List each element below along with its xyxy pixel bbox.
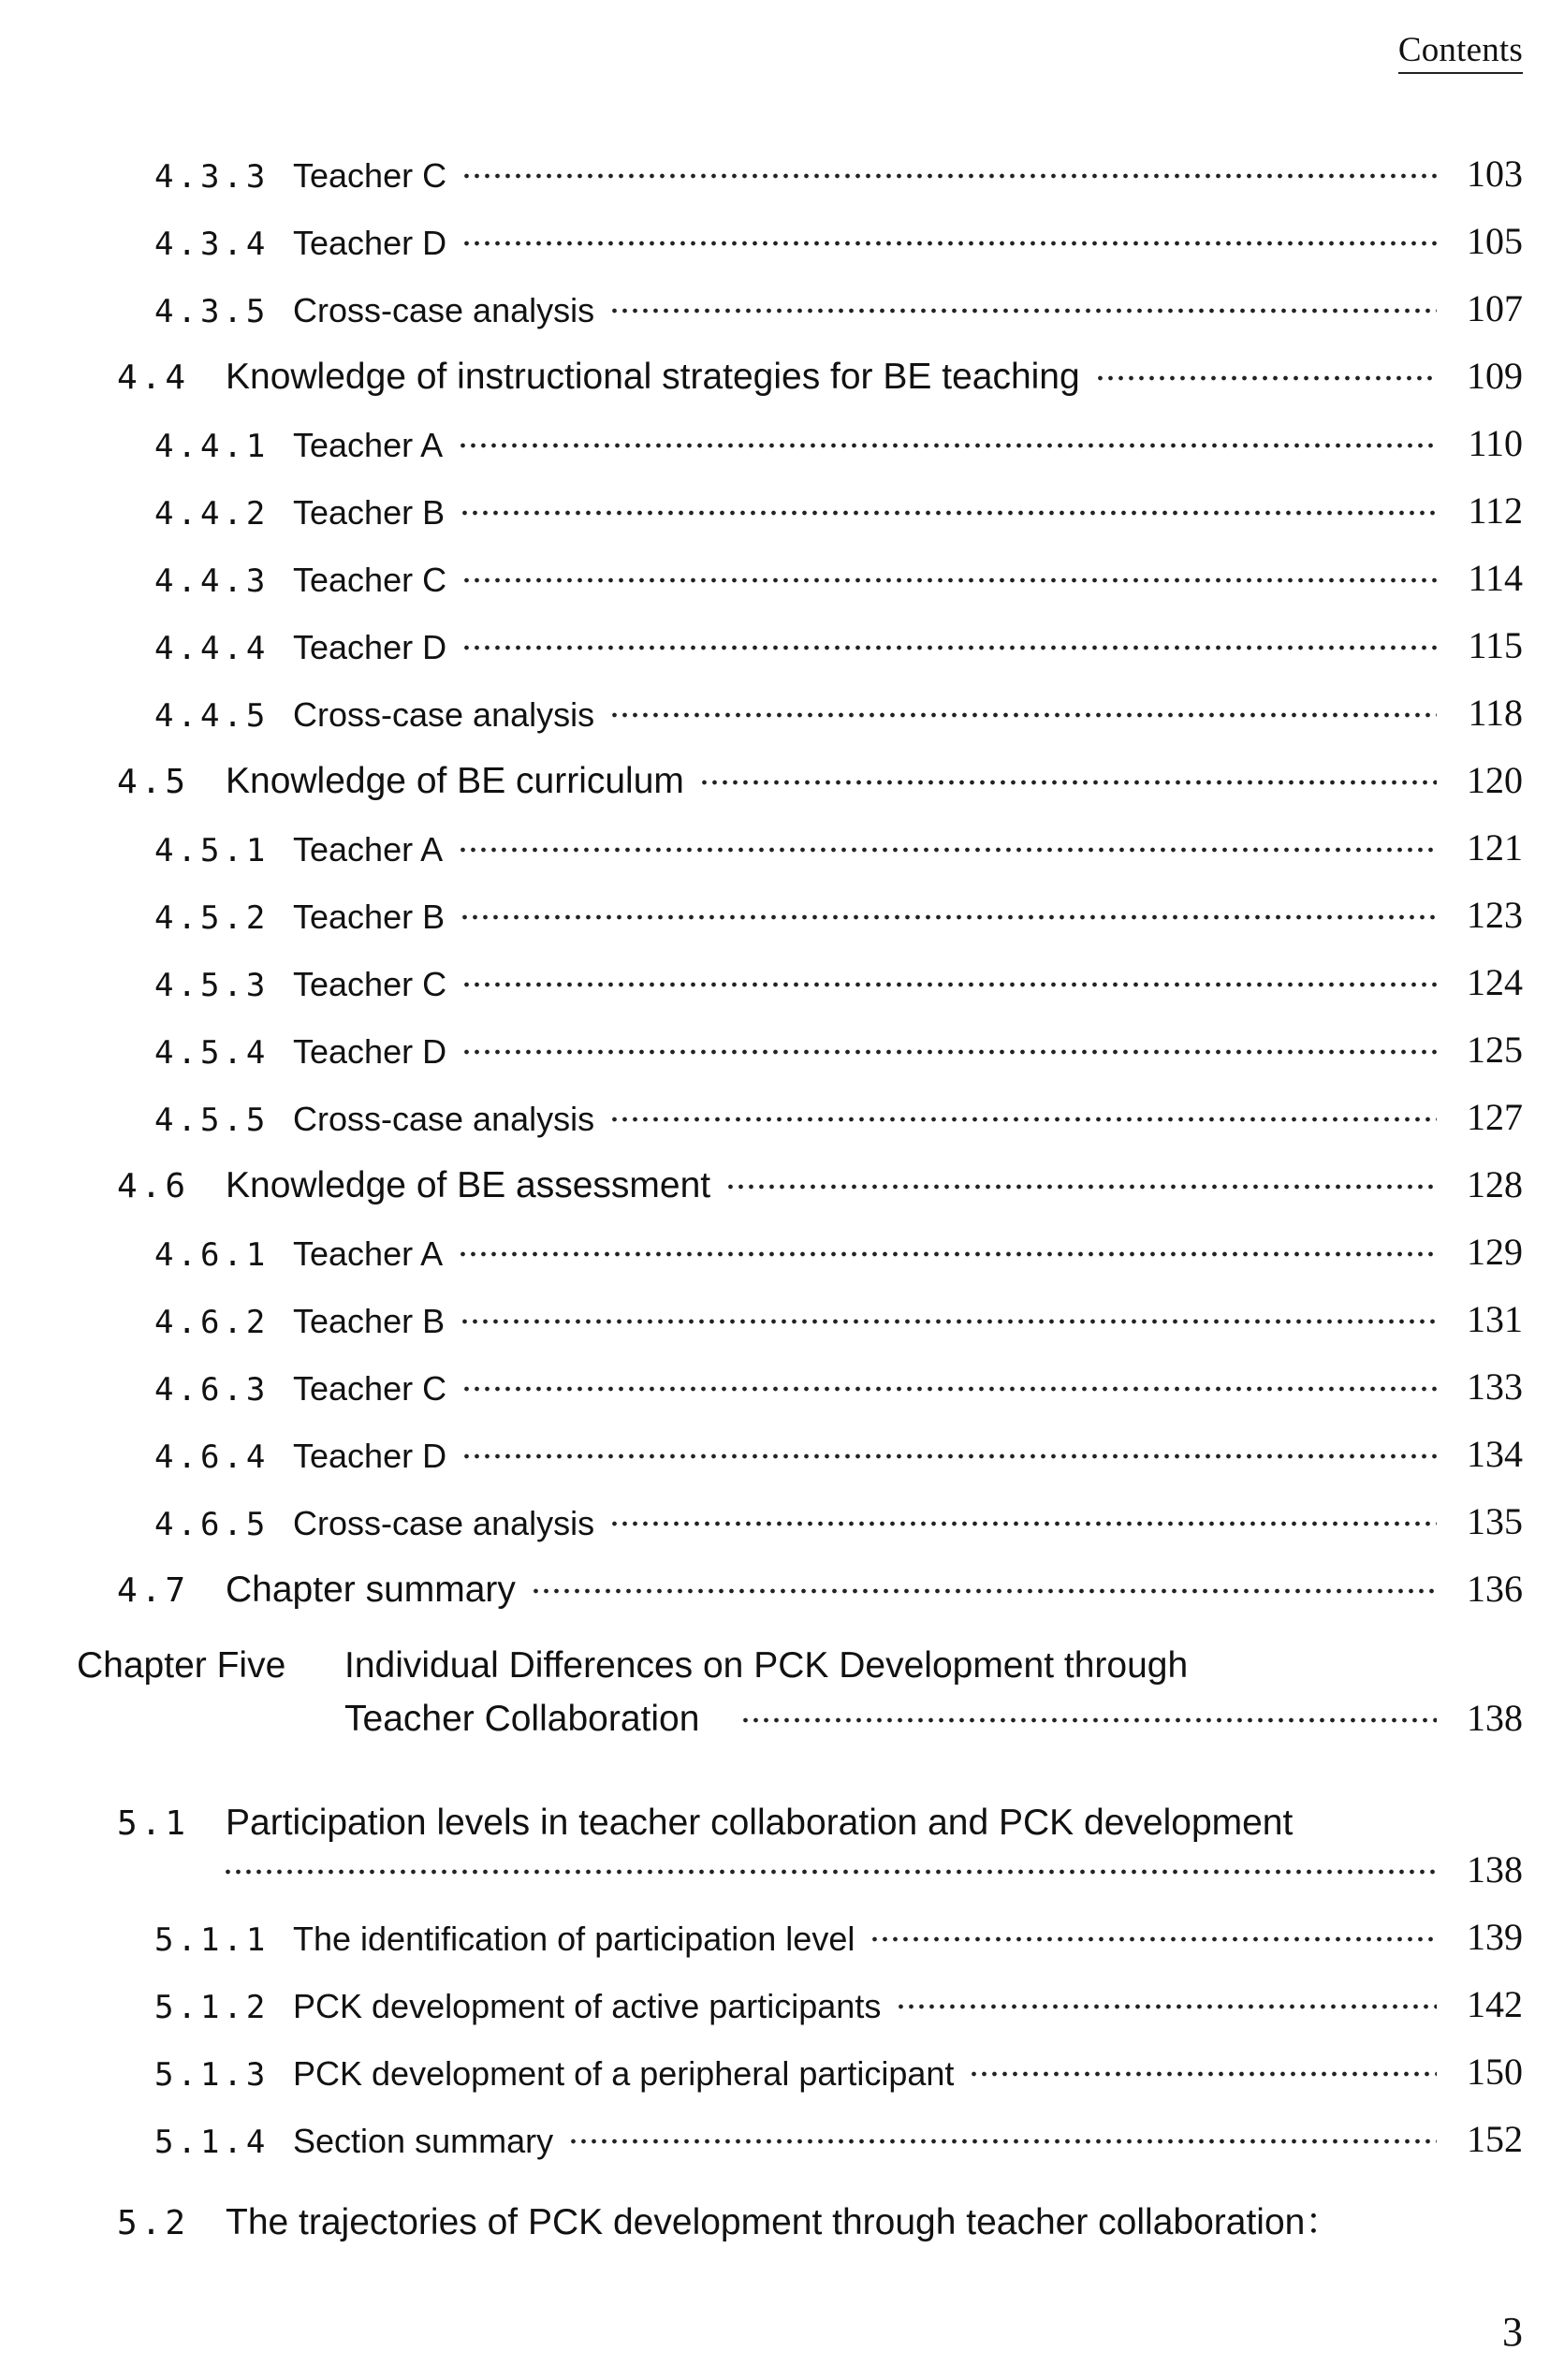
toc-entry[interactable] <box>154 1488 1523 1543</box>
running-header: Contents <box>1398 32 1523 74</box>
entry-page: 135 <box>1467 1500 1523 1542</box>
entry-title: Knowledge of BE assessment <box>226 1165 711 1205</box>
entry-title: Teacher A <box>293 426 444 464</box>
entry-page: 150 <box>1467 2051 1523 2093</box>
entry-number: 4.4.3 <box>154 562 270 600</box>
toc-entry[interactable] <box>154 2038 1523 2094</box>
toc-entry[interactable] <box>154 1904 1523 1959</box>
toc-entry[interactable] <box>154 1421 1523 1476</box>
dot-leader <box>461 575 1437 586</box>
entry-number: 5.1.4 <box>154 2124 270 2161</box>
entry-page: 152 <box>1467 2118 1523 2160</box>
dot-leader <box>609 709 1437 721</box>
dot-leader <box>740 1715 1437 1726</box>
dot-leader <box>1095 372 1437 384</box>
entry-title: Knowledge of BE curriculum <box>226 761 684 801</box>
dot-leader <box>461 170 1437 182</box>
entry-number: 4.6.2 <box>154 1304 270 1341</box>
entry-number: 4.6.1 <box>154 1236 270 1274</box>
entry-number: 4.6.5 <box>154 1506 270 1543</box>
toc-entry[interactable] <box>154 1016 1523 1072</box>
entry-number: 5.2 <box>117 2204 190 2242</box>
toc-entry[interactable] <box>117 343 1523 395</box>
entry-title: Teacher B <box>293 898 446 936</box>
entry-page: 110 <box>1468 422 1523 464</box>
toc-entry[interactable] <box>154 679 1523 735</box>
entry-title: Teacher C <box>293 1369 447 1408</box>
entry-title: Cross-case analysis <box>293 695 595 734</box>
entry-title: Teacher B <box>293 1302 446 1340</box>
toc-entry[interactable] <box>154 140 1523 196</box>
dot-leader <box>609 1518 1437 1529</box>
entry-number: 4.5.1 <box>154 832 270 869</box>
toc-entry[interactable] <box>154 882 1523 937</box>
section-5-1-leader-row[interactable] <box>223 1836 1523 1889</box>
entry-title: The trajectories of PCK development through teacher collaboration： <box>226 2202 1342 2242</box>
entry-number: 4.5.2 <box>154 899 270 937</box>
entry-title: Participation levels in teacher collaboration and PCK development <box>226 1803 1294 1843</box>
toc-entry[interactable] <box>154 2106 1523 2161</box>
dot-leader <box>461 979 1437 990</box>
entry-page: 138 <box>1467 1848 1523 1891</box>
chapter-title-line2: Teacher Collaboration <box>344 1699 700 1739</box>
entry-page: 120 <box>1467 759 1523 801</box>
entry-page: 131 <box>1467 1298 1523 1340</box>
entry-title: Teacher A <box>293 1234 444 1273</box>
dot-leader <box>223 1866 1437 1877</box>
entry-page: 129 <box>1467 1231 1523 1273</box>
toc-entry[interactable] <box>117 747 1523 799</box>
entry-page: 118 <box>1468 692 1523 734</box>
toc-entry[interactable] <box>154 1286 1523 1341</box>
toc-entry[interactable] <box>154 1084 1523 1139</box>
entry-page: 107 <box>1467 287 1523 329</box>
entry-title: Teacher D <box>293 628 447 666</box>
toc-entry[interactable] <box>154 1353 1523 1409</box>
entry-number: 4.5.4 <box>154 1034 270 1072</box>
entry-title: Section summary <box>293 2122 554 2160</box>
dot-leader <box>460 507 1437 518</box>
entry-page: 134 <box>1467 1433 1523 1475</box>
dot-leader <box>969 2068 1437 2080</box>
dot-leader <box>460 912 1437 923</box>
toc-entry[interactable] <box>154 275 1523 328</box>
entry-number: 4.3.5 <box>154 293 270 330</box>
entry-number: 4.4.2 <box>154 495 270 533</box>
dot-leader <box>461 642 1437 653</box>
dot-leader <box>460 1316 1437 1327</box>
entry-number: 5.1.1 <box>154 1921 270 1959</box>
entry-page: 103 <box>1467 153 1523 195</box>
entry-number: 5.1 <box>117 1804 190 1843</box>
entry-title: Cross-case analysis <box>293 1100 595 1138</box>
dot-leader <box>896 2001 1437 2012</box>
entry-page: 127 <box>1467 1096 1523 1138</box>
entry-page: 105 <box>1467 220 1523 262</box>
entry-title: Teacher C <box>293 156 447 195</box>
entry-number: 4.4.1 <box>154 428 270 465</box>
entry-title: Teacher C <box>293 965 447 1003</box>
entry-title: Teacher B <box>293 493 446 532</box>
dot-leader <box>461 1046 1437 1058</box>
chapter-label: Chapter Five <box>77 1645 286 1686</box>
dot-leader <box>458 440 1437 451</box>
dot-leader <box>568 2136 1437 2147</box>
dot-leader <box>531 1585 1437 1597</box>
entry-page: 123 <box>1467 894 1523 936</box>
toc-entry[interactable] <box>154 814 1523 867</box>
dot-leader <box>461 238 1437 249</box>
entry-number: 4.4 <box>117 358 190 397</box>
dot-leader <box>699 777 1437 788</box>
dot-leader <box>461 1383 1437 1394</box>
entry-title: Cross-case analysis <box>293 291 595 329</box>
entry-number: 4.7 <box>117 1571 190 1610</box>
dot-leader <box>870 1934 1437 1945</box>
dot-leader <box>458 844 1437 855</box>
entry-page: 109 <box>1467 355 1523 397</box>
dot-leader <box>458 1248 1437 1260</box>
chapter-title-line2-row[interactable] <box>344 1685 1523 1737</box>
entry-number: 4.3.3 <box>154 158 270 196</box>
entry-title: Chapter summary <box>226 1570 516 1610</box>
toc-entry[interactable] <box>154 949 1523 1004</box>
entry-title: Teacher D <box>293 1437 447 1475</box>
entry-number: 4.5.5 <box>154 1102 270 1139</box>
dot-leader <box>461 1451 1437 1462</box>
entry-title: Knowledge of instructional strategies for BE teaching <box>226 357 1080 397</box>
entry-title: The identification of participation level <box>293 1920 855 1958</box>
entry-page: 136 <box>1467 1568 1523 1610</box>
entry-page: 114 <box>1468 557 1523 599</box>
entry-number: 5.1.2 <box>154 1989 270 2026</box>
entry-page: 133 <box>1467 1365 1523 1408</box>
toc-entry[interactable] <box>154 208 1523 263</box>
dot-leader <box>609 305 1437 316</box>
entry-number: 4.3.4 <box>154 226 270 263</box>
entry-page: 139 <box>1467 1916 1523 1958</box>
entry-number: 5.1.3 <box>154 2056 270 2094</box>
entry-title: Cross-case analysis <box>293 1504 595 1542</box>
entry-number: 4.6.3 <box>154 1371 270 1409</box>
entry-page: 142 <box>1467 1983 1523 2025</box>
entry-page: 128 <box>1467 1163 1523 1205</box>
entry-number: 4.5.3 <box>154 967 270 1004</box>
toc-entry[interactable] <box>117 1555 1523 1608</box>
entry-title: PCK development of a peripheral participant <box>293 2054 955 2093</box>
entry-number: 4.6.4 <box>154 1438 270 1476</box>
toc-entry[interactable] <box>154 612 1523 667</box>
entry-page: 112 <box>1468 489 1523 532</box>
toc-entry[interactable] <box>154 1219 1523 1274</box>
entry-title: Teacher C <box>293 561 447 599</box>
dot-leader <box>609 1114 1437 1125</box>
entry-page: 125 <box>1467 1029 1523 1071</box>
dot-leader <box>725 1181 1437 1192</box>
chapter-page: 138 <box>1467 1697 1523 1739</box>
toc-entry[interactable] <box>154 477 1523 533</box>
entry-number: 4.5 <box>117 763 190 801</box>
entry-title: PCK development of active participants <box>293 1987 882 2025</box>
toc-entry[interactable] <box>154 410 1523 465</box>
section-5-2-heading[interactable] <box>117 2204 1341 2241</box>
entry-page: 115 <box>1468 624 1523 666</box>
toc-entry[interactable] <box>154 1971 1523 2026</box>
toc-entry[interactable] <box>154 545 1523 600</box>
entry-page: 121 <box>1467 826 1523 869</box>
entry-page: 124 <box>1467 961 1523 1003</box>
toc-entry[interactable] <box>117 1151 1523 1204</box>
entry-title: Teacher D <box>293 1032 447 1071</box>
chapter-title-line1: Individual Differences on PCK Development through <box>344 1645 1189 1686</box>
entry-title: Teacher A <box>293 830 444 869</box>
page-number: 3 <box>1502 2309 1523 2355</box>
entry-number: 4.4.4 <box>154 630 270 667</box>
entry-number: 4.4.5 <box>154 697 270 735</box>
entry-title: Teacher D <box>293 224 447 262</box>
entry-number: 4.6 <box>117 1167 190 1205</box>
